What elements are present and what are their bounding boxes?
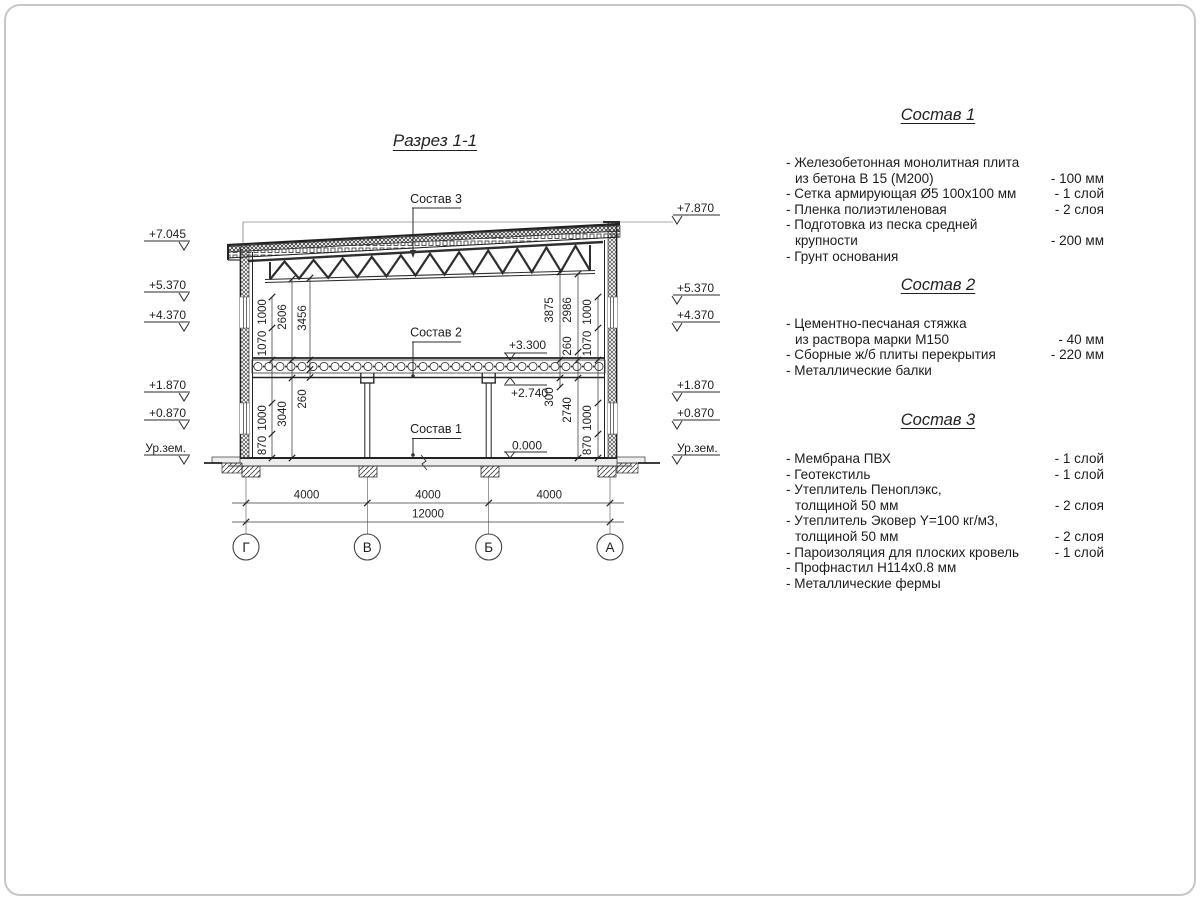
window-left-upper (240, 297, 250, 328)
column-Bb (481, 373, 496, 458)
composition-item-value: - 2 слоя (1054, 201, 1104, 217)
composition-item-text: - Пленка полиэтиленовая (786, 201, 947, 217)
composition-block-3 (786, 411, 1104, 591)
svg-text:+5.370: +5.370 (677, 281, 715, 295)
axis-label: В (362, 540, 372, 555)
elevation-mark (144, 441, 190, 464)
left-wall (240, 247, 253, 458)
dim-label: 260 (562, 336, 574, 356)
composition-item (786, 513, 1104, 544)
window-right-upper (608, 297, 618, 328)
layer-callouts (410, 192, 462, 457)
elevation-mark (672, 201, 720, 224)
composition-item-text: - Профнастил Н114х0.8 мм (786, 560, 957, 576)
dim-label: 3040 (277, 401, 289, 427)
composition-item (786, 316, 1104, 347)
svg-text:+0.870: +0.870 (148, 406, 186, 420)
dim-label: 3875 (544, 297, 556, 323)
composition-item-value: - 40 мм (1058, 331, 1104, 347)
composition-block-1 (786, 106, 1104, 264)
composition-item (786, 347, 1104, 363)
svg-text:Состав 2: Состав 2 (410, 325, 462, 340)
composition-item-text: - Пароизоляция для плоских кровель (786, 544, 1020, 560)
elevation-mark (144, 278, 190, 301)
composition-item-text: - Грунт основания (786, 248, 899, 264)
composition-item-text: - Металлические балки (786, 362, 932, 378)
dim-label: 4000 (293, 489, 320, 502)
svg-text:+3.300: +3.300 (509, 338, 547, 352)
composition-item-value: - 2 слоя (1054, 528, 1104, 544)
roof (228, 224, 620, 260)
level-mark-floor (504, 439, 547, 459)
dim-label: 1070 (257, 330, 269, 357)
svg-text:+0.870: +0.870 (677, 406, 715, 420)
svg-text:0.000: 0.000 (512, 438, 543, 453)
composition-item (786, 467, 1104, 483)
footings (242, 466, 616, 477)
composition-item-text: - Цементно-песчаная стяжка из раствора марки М150 (786, 316, 967, 347)
elevation-mark (672, 308, 720, 331)
dim-label: 1000 (257, 299, 269, 325)
composition-item-text: - Мембрана ПВХ (786, 451, 891, 466)
svg-text:+4.370: +4.370 (148, 308, 186, 322)
composition-item (786, 560, 1104, 576)
composition-item-text: - Подготовка из песка средней крупности (786, 217, 978, 248)
composition-list (786, 155, 1104, 264)
composition-item (786, 202, 1104, 218)
composition-list (786, 316, 1104, 378)
dim-label: 3456 (297, 305, 309, 331)
composition-item-text: - Утеплитель Эковер Y=100 кг/м3, толщиной 50 мм (786, 513, 999, 544)
dim-label: 4000 (536, 489, 563, 502)
window-left-lower (240, 403, 250, 434)
composition-item (786, 186, 1104, 202)
svg-text:+4.370: +4.370 (677, 308, 715, 322)
drawing-title: Разрез 1-1 (392, 131, 478, 150)
axis-label: Б (484, 540, 494, 555)
inner-level-marks (504, 338, 548, 458)
axis-label: А (605, 540, 615, 555)
composition-item (786, 249, 1104, 265)
dim-label: 870 (257, 435, 269, 456)
elevation-marks-right (672, 201, 720, 464)
floor-slab (252, 358, 605, 378)
composition-item (786, 155, 1104, 186)
composition-item (786, 363, 1104, 379)
composition-item-value: - 200 мм (1050, 232, 1104, 248)
composition-item-text: - Металлические фермы (786, 575, 941, 591)
axis-label: Г (242, 540, 250, 555)
dimension-chains (232, 490, 624, 523)
composition-item-value: - 220 мм (1050, 347, 1104, 363)
composition-item-value: - 1 слой (1054, 466, 1104, 482)
dim-label: 2606 (277, 304, 289, 330)
elevation-mark (144, 406, 190, 429)
dim-label: 2740 (562, 397, 574, 423)
composition-title: Состав 2 (900, 276, 976, 294)
composition-item-value: - 100 мм (1050, 170, 1104, 186)
composition-item (786, 545, 1104, 561)
window-right-lower (608, 403, 618, 434)
dim-label: 4000 (415, 489, 441, 502)
section-drawing (120, 100, 780, 600)
composition-list (786, 451, 1104, 591)
dim-label: 260 (297, 389, 309, 409)
svg-text:+7.870: +7.870 (677, 201, 715, 215)
elevation-mark (672, 378, 720, 401)
level-mark-beam (504, 378, 548, 401)
elevation-marks-left (144, 227, 190, 464)
svg-text:Ур.зем.: Ур.зем. (677, 441, 718, 455)
svg-text:+2.740: +2.740 (511, 386, 549, 400)
composition-item-text: - Сетка армирующая Ø5 100х100 мм (786, 186, 1017, 202)
dim-label: 2986 (562, 297, 574, 323)
elevation-mark (144, 227, 190, 250)
composition-item-text: - Железобетонная монолитная плита из бетона В 15 (М200) (786, 155, 1020, 186)
dim-label: 1000 (582, 299, 594, 325)
elevation-mark (672, 441, 720, 464)
composition-item-value: - 2 слоя (1054, 497, 1104, 513)
composition-item (786, 482, 1104, 513)
composition-item (786, 451, 1104, 467)
dim-label: 300 (544, 387, 556, 407)
dim-label: 1070 (582, 330, 594, 357)
composition-item-value: - 1 слой (1054, 186, 1104, 202)
elevation-mark (672, 406, 720, 429)
composition-block-2 (786, 276, 1104, 378)
svg-text:Состав 3: Состав 3 (410, 192, 462, 206)
composition-title: Состав 1 (900, 106, 976, 124)
composition-item-value: - 1 слой (1054, 544, 1104, 560)
svg-text:+7.045: +7.045 (148, 227, 186, 241)
dim-label: 1000 (582, 405, 594, 431)
level-mark-slab (504, 338, 547, 360)
dim-label: 1000 (257, 405, 269, 431)
composition-item-text: - Утеплитель Пеноплэкс, толщиной 50 мм (786, 482, 942, 513)
composition-title: Состав 3 (900, 411, 976, 429)
composition-item-text: - Геотекстиль (786, 466, 871, 482)
right-wall (603, 222, 620, 458)
svg-text:+5.370: +5.370 (148, 278, 186, 292)
svg-text:+1.870: +1.870 (148, 378, 186, 392)
svg-text:+1.870: +1.870 (677, 378, 715, 392)
column-B (360, 373, 375, 458)
dim-label: 12000 (412, 508, 444, 521)
dim-label: 870 (582, 435, 594, 456)
elevation-mark (144, 308, 190, 331)
elevation-mark (672, 281, 720, 304)
composition-item-text: - Сборные ж/б плиты перекрытия (786, 347, 996, 363)
callout-sostav1 (410, 422, 462, 457)
composition-item (786, 217, 1104, 248)
composition-item (786, 576, 1104, 592)
elevation-mark (144, 378, 190, 401)
composition-item-value: - 1 слой (1054, 451, 1104, 466)
svg-text:Ур.зем.: Ур.зем. (145, 441, 186, 455)
svg-text:Состав 1: Состав 1 (410, 422, 462, 436)
